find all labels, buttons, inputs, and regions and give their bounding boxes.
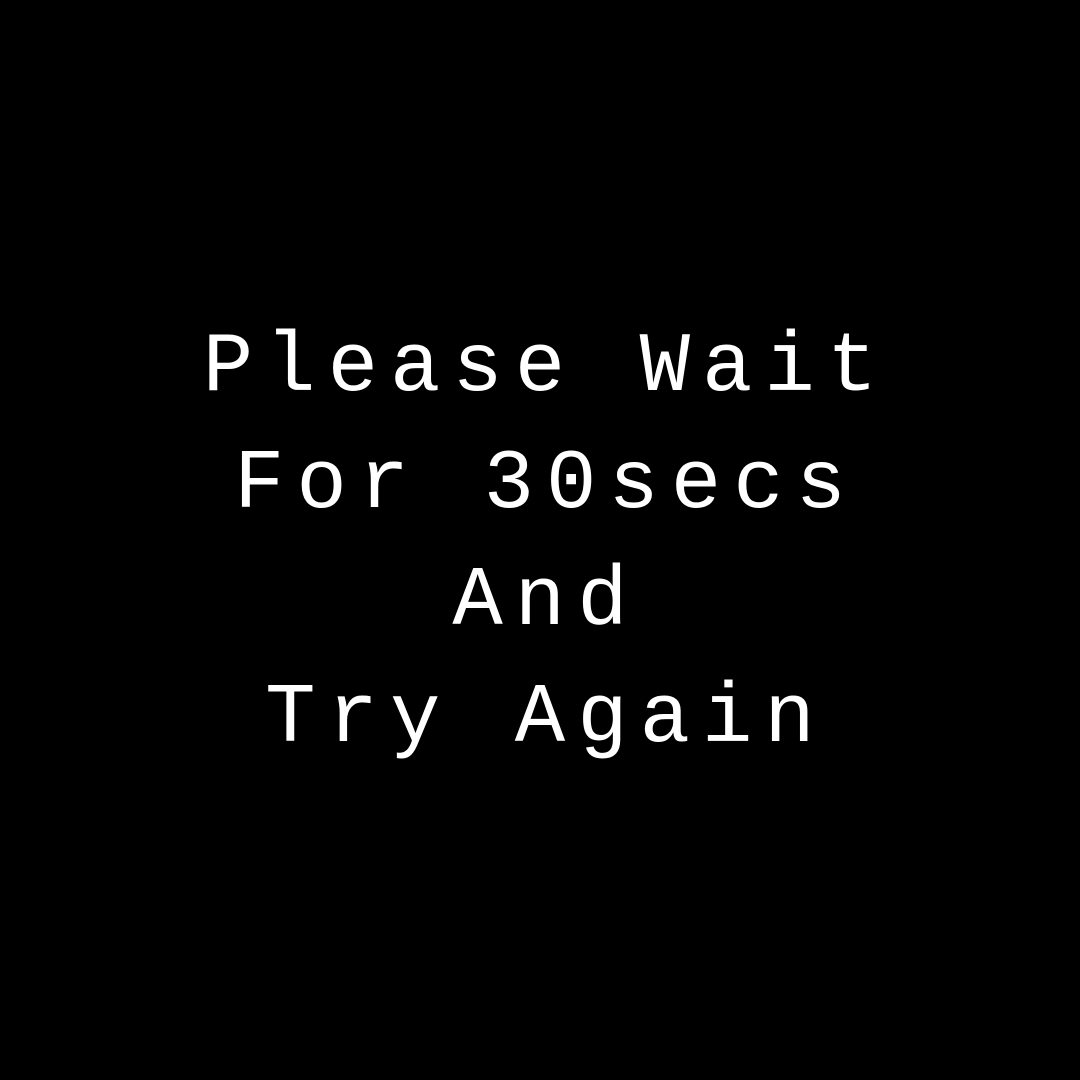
message-line-please-wait xyxy=(0,310,1080,427)
message-line-duration xyxy=(0,427,1080,544)
message-line-text: Try Again xyxy=(265,672,827,767)
message-line-and xyxy=(0,544,1080,661)
message-line-try-again xyxy=(0,661,1080,778)
message-line-text: For 30secs xyxy=(233,438,859,533)
message-line-text: And xyxy=(452,555,640,650)
message-line-text: Please Wait xyxy=(202,321,890,416)
wait-message xyxy=(0,310,1080,778)
